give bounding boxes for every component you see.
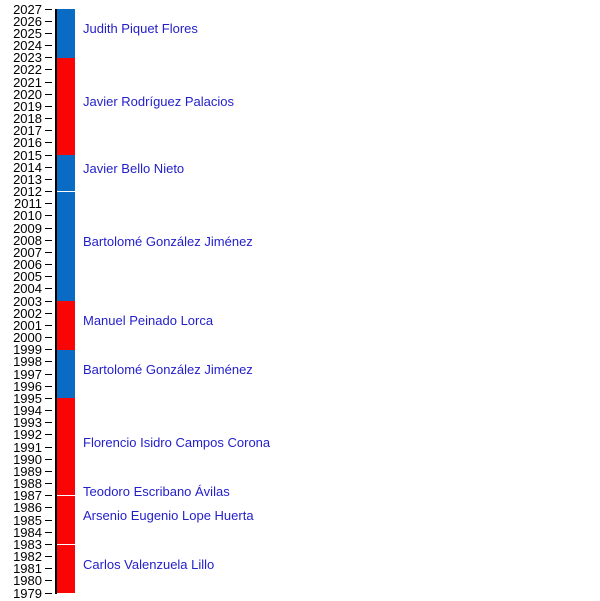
year-tick xyxy=(45,386,52,387)
term-bar xyxy=(57,496,75,545)
year-label: 2023 xyxy=(13,50,42,66)
year-label: 1997 xyxy=(13,366,42,382)
year-label: 1984 xyxy=(13,524,42,540)
year-label: 1980 xyxy=(13,573,42,589)
year-label: 1992 xyxy=(13,427,42,443)
year-label: 1982 xyxy=(13,549,42,564)
year-label: 2012 xyxy=(13,184,42,199)
term-bar xyxy=(57,9,75,58)
year-label: 2019 xyxy=(13,98,42,114)
mayor-name-label: Javier Bello Nieto xyxy=(83,161,185,177)
year-tick xyxy=(45,276,52,277)
year-tick xyxy=(45,228,52,229)
mayor-name-label: Manuel Peinado Lorca xyxy=(83,313,214,329)
year-tick xyxy=(45,264,52,265)
year-tick xyxy=(45,483,52,484)
year-label: 1993 xyxy=(13,415,42,431)
year-label: 2025 xyxy=(13,25,42,41)
mayor-name-label: Florencio Isidro Campos Corona xyxy=(83,435,271,450)
year-tick xyxy=(45,21,52,22)
year-tick xyxy=(45,556,52,557)
year-label: 1989 xyxy=(13,463,42,479)
year-tick xyxy=(45,361,52,362)
year-label: 1999 xyxy=(13,342,42,358)
year-label: 2001 xyxy=(13,317,42,333)
term-bar xyxy=(57,544,75,593)
year-label: 2002 xyxy=(13,305,42,321)
year-tick xyxy=(45,434,52,435)
term-bar xyxy=(57,192,75,302)
year-label: 1990 xyxy=(13,451,42,467)
year-label: 2015 xyxy=(13,147,42,163)
year-label: 2014 xyxy=(13,159,42,175)
mayor-name-label: Teodoro Escribano Ávilas xyxy=(83,483,230,499)
year-label: 1998 xyxy=(13,354,42,370)
mayor-name-label: Carlos Valenzuela Lillo xyxy=(83,556,215,572)
term-divider xyxy=(57,495,75,497)
year-tick xyxy=(45,106,52,107)
year-label: 1996 xyxy=(13,378,42,394)
year-tick xyxy=(45,94,52,95)
year-label: 2007 xyxy=(13,244,42,260)
year-label: 2003 xyxy=(13,293,42,309)
year-label: 2004 xyxy=(13,281,42,297)
year-tick xyxy=(45,57,52,58)
year-label: 2013 xyxy=(13,171,42,187)
year-tick xyxy=(45,410,52,411)
year-label: 1991 xyxy=(13,439,42,455)
year-tick xyxy=(45,45,52,46)
year-tick xyxy=(45,325,52,326)
year-tick xyxy=(45,313,52,314)
year-tick xyxy=(45,532,52,533)
year-label: 2016 xyxy=(13,135,42,151)
year-tick xyxy=(45,422,52,423)
year-tick xyxy=(45,301,52,302)
year-tick xyxy=(45,179,52,180)
year-tick xyxy=(45,593,52,594)
year-label: 2026 xyxy=(13,13,42,29)
year-label: 2009 xyxy=(13,220,42,236)
term-bar xyxy=(57,155,75,192)
mayor-name-label: Judith Piquet Flores xyxy=(83,21,198,37)
term-divider xyxy=(57,544,75,546)
year-tick xyxy=(45,337,52,338)
year-label: 2018 xyxy=(13,111,42,126)
year-label: 1986 xyxy=(13,500,42,516)
year-tick xyxy=(45,495,52,496)
year-label: 2005 xyxy=(13,269,42,285)
year-tick xyxy=(45,240,52,241)
year-tick xyxy=(45,459,52,460)
year-tick xyxy=(45,447,52,448)
year-tick xyxy=(45,288,52,289)
mayor-name-label: Bartolomé González Jiménez xyxy=(83,234,253,250)
term-bar xyxy=(57,58,75,155)
year-tick xyxy=(45,167,52,168)
year-label: 1988 xyxy=(13,476,42,491)
year-tick xyxy=(45,155,52,156)
year-tick xyxy=(45,191,52,192)
year-tick xyxy=(45,520,52,521)
year-label: 1995 xyxy=(13,390,42,406)
term-bar xyxy=(57,301,75,350)
year-tick xyxy=(45,544,52,545)
year-label: 1987 xyxy=(13,488,42,504)
year-tick xyxy=(45,252,52,253)
year-tick xyxy=(45,507,52,508)
year-label: 1979 xyxy=(13,585,42,601)
year-label: 1983 xyxy=(13,536,42,552)
year-tick xyxy=(45,118,52,119)
year-label: 2022 xyxy=(13,62,42,78)
term-bar xyxy=(57,350,75,399)
year-tick xyxy=(45,203,52,204)
year-label: 2008 xyxy=(13,232,42,248)
term-divider xyxy=(57,191,75,193)
term-bar xyxy=(57,398,75,495)
year-label: 2017 xyxy=(13,123,42,139)
year-tick xyxy=(45,69,52,70)
year-label: 2027 xyxy=(13,1,42,17)
year-label: 2000 xyxy=(13,330,42,345)
year-tick xyxy=(45,33,52,34)
year-label: 1981 xyxy=(13,561,42,577)
mayor-name-label: Bartolomé González Jiménez xyxy=(83,362,253,377)
year-tick xyxy=(45,142,52,143)
year-label: 2020 xyxy=(13,86,42,102)
year-tick xyxy=(45,130,52,131)
year-tick xyxy=(45,349,52,350)
year-tick xyxy=(45,215,52,216)
year-tick xyxy=(45,9,52,10)
year-label: 2021 xyxy=(13,74,42,90)
mayor-name-label: Javier Rodríguez Palacios xyxy=(83,94,235,110)
year-label: 2024 xyxy=(13,38,42,53)
year-tick xyxy=(45,374,52,375)
mayor-name-label: Arsenio Eugenio Lope Huerta xyxy=(83,508,254,523)
year-label: 1994 xyxy=(13,403,42,418)
year-label: 2011 xyxy=(14,196,42,212)
year-tick xyxy=(45,398,52,399)
year-label: 2006 xyxy=(13,257,42,272)
year-tick xyxy=(45,471,52,472)
year-tick xyxy=(45,568,52,569)
year-tick xyxy=(45,82,52,83)
year-tick xyxy=(45,580,52,581)
year-label: 1985 xyxy=(13,512,42,528)
year-label: 2010 xyxy=(13,208,42,224)
